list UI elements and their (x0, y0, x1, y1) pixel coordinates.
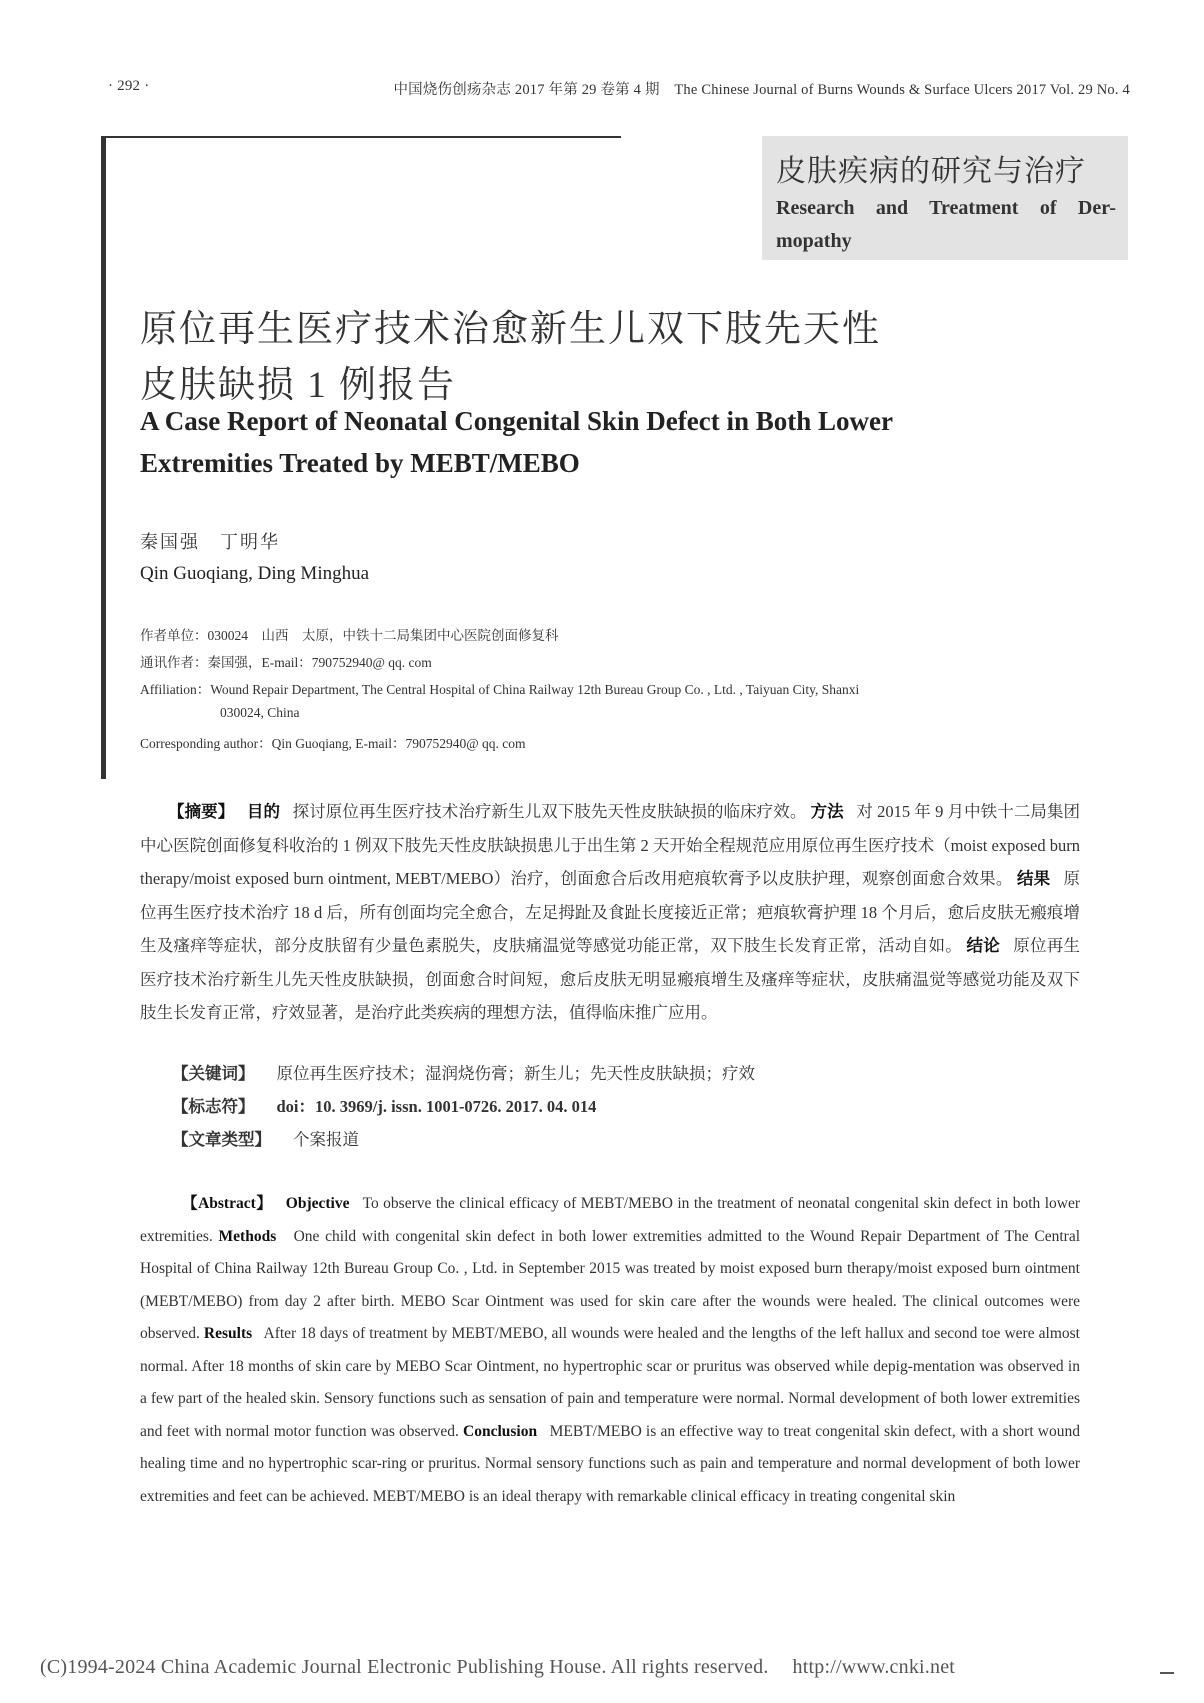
cnki-link[interactable]: http://www.cnki.net (792, 1656, 956, 1678)
copyright-text: (C)1994-2024 China Academic Journal Electronic Publishing House. All rights reserved. (40, 1656, 769, 1678)
results-heading-en: Results (203, 1325, 253, 1342)
methods-heading-cn: 方法 (810, 802, 844, 821)
conclusion-heading-en: Conclusion (463, 1422, 538, 1440)
article-title-en: A Case Report of Neonatal Congenital Skin Defect in Both Lower (140, 406, 893, 436)
corner-mark (1160, 1672, 1174, 1674)
authors-cn: 秦国强 丁明华 (140, 532, 280, 552)
identifier-line (172, 1093, 618, 1117)
column-title-en: Research and Treatment of Der-mopathy (776, 197, 1116, 252)
objective-text-en: To observe the clinical efficacy of MEBT/MEBO in the treatment of neonatal congenital skin defect in both lower extremities. (140, 1195, 1080, 1245)
article-title-cn-line2: 皮肤缺损 1 例报告 (140, 365, 456, 406)
corresponding-author-en: Corresponding author：Qin Guoqiang, E-mail：790752940@ qq. com (140, 736, 526, 751)
abstract-cn-label: 【摘要】 (168, 802, 235, 821)
doi-text: doi：10. 3969/j. issn. 1001-0726. 2017. 04. 014 (276, 1097, 597, 1116)
keywords-label: 【关键词】 (172, 1064, 255, 1083)
affiliation-en-cont: 030024, China (220, 705, 300, 720)
page-number: · 292 · (108, 78, 150, 94)
article-title-cn: 原位再生医疗技术治愈新生儿双下肢先天性 (140, 309, 881, 350)
identifier-label: 【标志符】 (172, 1097, 255, 1116)
journal-header: 中国烧伤创疡杂志 2017 年第 29 卷第 4 期 The Chinese Journal of Burns Wounds & Surface Ulcers 2017 Vol. 29 No. 4 (393, 82, 1130, 98)
article-title-en-line2: Extremities Treated by MEBT/MEBO (140, 448, 580, 478)
objective-text-cn: 探讨原位再生医疗技术治疗新生儿双下肢先天性皮肤缺损的临床疗效。 (292, 802, 807, 821)
results-text-en: After 18 days of treatment by MEBT/MEBO, all wounds were healed and the lengths of the left hallux and second toe were almost normal. After 18 months of skin care by MEBO Scar Ointment, no hypertrophic scar or pruritus was observed while depig-mentation was observed in a few part of the healed skin. Sensory functions such as sensation of pain and temperature were normal. Normal development of both lower extremities and feet with normal motor function was observed. (140, 1325, 1080, 1440)
keywords-line (172, 1060, 755, 1084)
conclusion-text-en: MEBT/MEBO is an effective way to treat congenital skin defect, with a short wound healing time and no hypertrophic scar-ring or pruritus. Normal sensory functions such as pain and temperature and normal development of both lower extremities and feet can be achieved. MEBT/MEBO is an ideal therapy with remarkable clinical efficacy in treating congenital skin (140, 1422, 1081, 1505)
abstract-en-label: 【Abstract】 (182, 1195, 273, 1212)
article-type-text: 个案报道 (293, 1130, 359, 1149)
results-heading-cn: 结果 (1016, 869, 1051, 888)
corresponding-author-cn: 通讯作者：秦国强，E-mail：790752940@ qq. com (140, 655, 432, 670)
abstract-en (140, 1188, 1080, 1513)
conclusion-text-cn: 原位再生医疗技术治疗新生儿先天性皮肤缺损，创面愈合时间短，愈后皮肤无明显瘢痕增生及瘙痒等症状，皮肤痛温觉等感觉功能及双下肢生长发育正常，疗效显著，是治疗此类疾病的理想方法，值得临床推广应用。 (140, 936, 1081, 1022)
abstract-cn (140, 795, 1080, 1030)
methods-heading-en: Methods (218, 1227, 277, 1245)
article-type-label: 【文章类型】 (172, 1130, 271, 1149)
authors-en: Qin Guoqiang, Ding Minghua (140, 563, 370, 584)
objective-heading-cn: 目的 (246, 802, 281, 821)
objective-heading-en: Objective (285, 1195, 350, 1212)
article-type-line (172, 1126, 359, 1150)
methods-text-cn: 对 2015 年 9 月中铁十二局集团中心医院创面修复科收治的 1 例双下肢先天性皮肤缺损患儿于出生第 2 天开始全程规范应用原位再生医疗技术（moist exposed burn therapy/moist exposed burn ointment, MEBT/MEBO）治疗，创面愈合后改用疤痕软膏予以皮肤护理，观察创面愈合效果。 (140, 802, 1081, 888)
results-text-cn: 原位再生医疗技术治疗 18 d 后，所有创面均完全愈合，左足拇趾及食趾长度接近正常；疤痕软膏护理 18 个月后，愈后皮肤无瘢痕增生及瘙痒等症状，部分皮肤留有少量色素脱失，皮肤痛温觉等感觉功能正常，双下肢生长发育正常，活动自如。 (140, 869, 1081, 955)
methods-text-en: One child with congenital skin defect in both lower extremities admitted to the Wound Repair Department of The Central Hospital of China Railway 12th Bureau Group Co. , Ltd. in September 2015 was treated by moist exposed burn therapy/moist exposed burn ointment (MEBT/MEBO) from day 2 after birth. MEBO Scar Ointment was used for skin care after the wounds were healed. The clinical outcomes were observed. (140, 1227, 1081, 1342)
conclusion-heading-cn: 结论 (966, 936, 1000, 955)
keywords-text: 原位再生医疗技术；湿润烧伤膏；新生儿；先天性皮肤缺损；疗效 (276, 1064, 755, 1083)
affiliation-en: Affiliation：Wound Repair Department, The Central Hospital of China Railway 12th Bureau Group Co. , Ltd. , Taiyuan City, Shanxi (140, 682, 860, 697)
affiliation-cn: 作者单位：030024 山西 太原，中铁十二局集团中心医院创面修复科 (140, 628, 559, 643)
copyright-footer (40, 1656, 955, 1679)
left-rule (101, 136, 106, 779)
top-rule (101, 136, 621, 138)
column-title-cn: 皮肤疾病的研究与治疗 (776, 155, 1086, 188)
